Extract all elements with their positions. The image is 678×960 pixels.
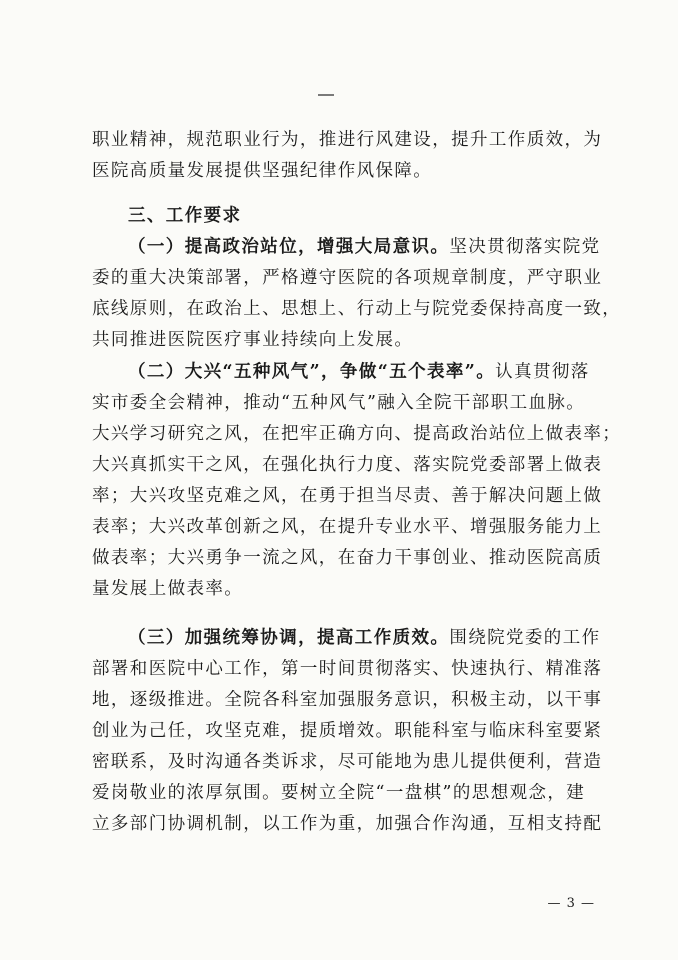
paragraph-line [92, 357, 600, 388]
paragraph-text: 认真贯彻落 [495, 362, 590, 382]
paragraph-2 [92, 357, 622, 605]
paragraph-line: 爱岗敬业的浓厚氛围。要树立全院“一盘棋”的思想观念，建 [92, 783, 586, 803]
intro-line: 职业精神，规范职业行为，推进行风建设，提升工作质效，为 [92, 130, 603, 150]
paragraph-line: 共同推进医院医疗事业持续向上发展。 [92, 330, 414, 350]
paragraph-line: 底线原则，在政治上、思想上、行动上与院党委保持高度一致， [92, 299, 622, 319]
paragraph-line: 部署和医院中心工作，第一时间贯彻落实、快速执行、精准落 [92, 659, 603, 679]
paragraph-line: 委的重大决策部署，严格遵守医院的各项规章制度，严守职业 [92, 268, 603, 288]
paragraph-line: 率；大兴攻坚克难之风，在勇于担当尽责、善于解决问题上做 [92, 486, 603, 506]
paragraph-line: 密联系，及时沟通各类诉求，尽可能地为患儿提供便利，营造 [92, 752, 603, 772]
paragraph-heading: （三）加强统筹协调，提高工作质效。 [128, 628, 450, 648]
page-number: — 3 — [547, 896, 595, 911]
paragraph-line: 量发展上做表率。 [92, 579, 244, 599]
intro-line: 医院高质量发展提供坚强纪律作风保障。 [92, 161, 433, 181]
paragraph-line [92, 232, 600, 263]
paragraph-heading: （一）提高政治站位，增强大局意识。 [128, 237, 450, 257]
paragraph-heading: （二）大兴“五种风气”，争做“五个表率”。 [128, 362, 496, 382]
paragraph-line: 表率；大兴改革创新之风，在提升专业水平、增强服务能力上 [92, 517, 603, 537]
paragraph-text: 围绕院党委的工作 [449, 628, 601, 648]
paragraph-1 [92, 232, 622, 356]
paragraph-line: 大兴真抓实干之风，在强化执行力度、落实院党委部署上做表 [92, 455, 603, 475]
paragraph-3 [92, 623, 603, 840]
section-heading: 三、工作要求 [128, 206, 242, 226]
intro-paragraph [92, 125, 603, 187]
paragraph-line: 大兴学习研究之风，在把牢正确方向、提高政治站位上做表率； [92, 424, 622, 444]
paragraph-line: 立多部门协调机制，以工作为重，加强合作沟通，互相支持配 [92, 814, 603, 834]
page-top-mark [318, 94, 334, 96]
paragraph-line: 创业为己任，攻坚克难，提质增效。职能科室与临床科室要紧 [92, 721, 603, 741]
paragraph-line: 地，逐级推进。全院各科室加强服务意识，积极主动，以干事 [92, 690, 603, 710]
paragraph-line: 实市委全会精神，推动“五种风气”融入全院干部职工血脉。 [92, 393, 586, 413]
paragraph-line: 做表率；大兴勇争一流之风，在奋力干事创业、推动医院高质 [92, 548, 603, 568]
paragraph-line [92, 623, 600, 654]
paragraph-text: 坚决贯彻落实院党 [449, 237, 601, 257]
